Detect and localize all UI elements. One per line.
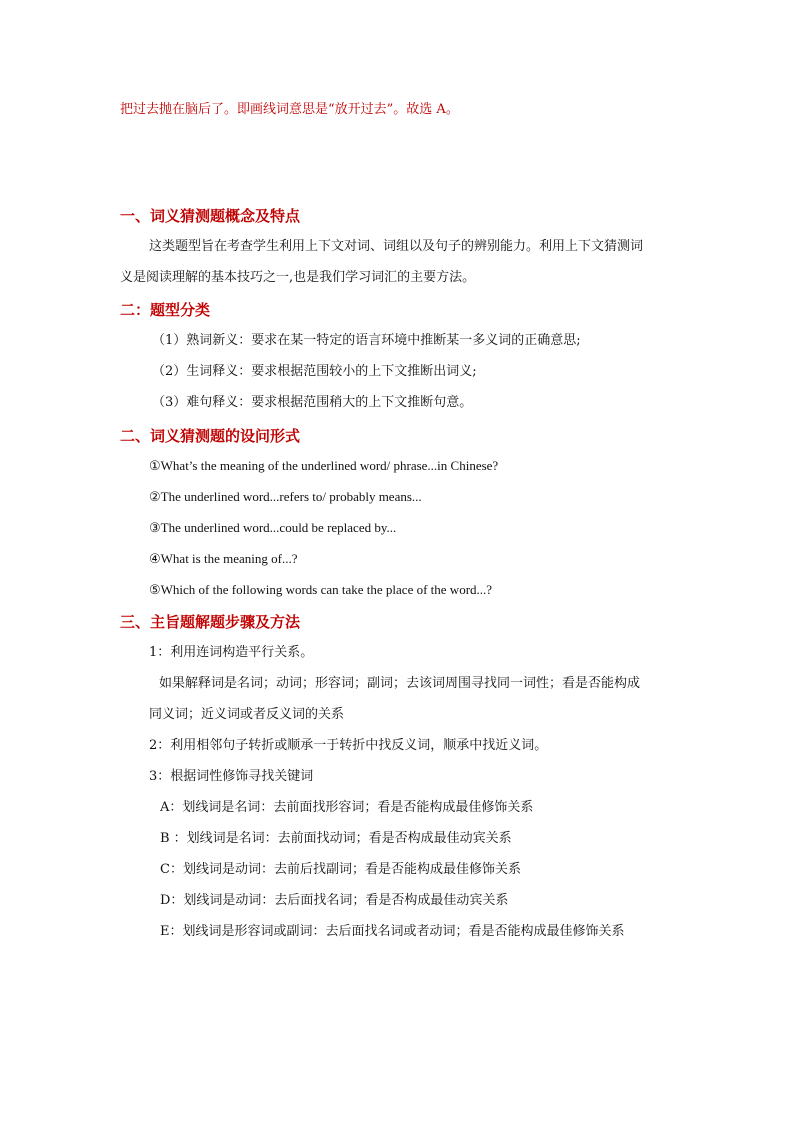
- section-heading-concept: 一、词义猜测题概念及特点: [120, 207, 301, 225]
- question-form-item: ③The underlined word...could be replaced by...: [149, 520, 397, 535]
- rule-item: B ：划线词是名词：去前面找动词；看是否构成最佳动宾关系: [160, 831, 512, 846]
- question-form-item: ⑤Which of the following words can take the place of the word...?: [149, 582, 493, 597]
- rule-item: D：划线词是动词：去后面找名词；看是否构成最佳动宾关系: [160, 893, 509, 908]
- type-item: （1）熟词新义：要求在某一特定的语言环境中推断某一多义词的正确意思;: [152, 333, 581, 348]
- question-form-item: ④What is the meaning of...?: [149, 551, 298, 566]
- concept-paragraph-line-2: 义是阅读理解的基本技巧之一,也是我们学习词汇的主要方法。: [120, 270, 476, 285]
- section-heading-question-forms: 二、词义猜测题的设问形式: [120, 427, 301, 445]
- step-1: 1：利用连词构造平行关系。: [149, 645, 314, 660]
- question-form-item: ①What’s the meaning of the underlined word/ phrase...in Chinese?: [149, 458, 499, 473]
- step-1-detail-line-2: 同义词；近义词或者反义词的关系: [149, 707, 345, 722]
- section-heading-types: 二：题型分类: [120, 301, 211, 319]
- step-3: 3：根据词性修饰寻找关键词: [149, 769, 314, 784]
- step-1-detail-line-1: 如果解释词是名词；动词；形容词；副词；去该词周围寻找同一词性；看是否能构成: [159, 676, 641, 691]
- rule-item: E：划线词是形容词或副词：去后面找名词或者动词；看是否能构成最佳修饰关系: [160, 924, 625, 939]
- type-item: （2）生词释义：要求根据范围较小的上下文推断出词义;: [152, 364, 477, 379]
- type-item: （3）难句释义：要求根据范围稍大的上下文推断句意。: [152, 395, 473, 410]
- rule-item: C：划线词是动词：去前后找副词；看是否能构成最佳修饰关系: [160, 862, 521, 877]
- section-heading-steps: 三、主旨题解题步骤及方法: [120, 613, 301, 631]
- rule-item: A：划线词是名词：去前面找形容词；看是否能构成最佳修饰关系: [160, 800, 534, 815]
- step-2: 2：利用相邻句子转折或顺承一于转折中找反义词，顺承中找近义词。: [149, 738, 548, 753]
- intro-line: 把过去抛在脑后了。即画线词意思是“放开过去”。故选 A。: [120, 102, 459, 117]
- question-form-item: ②The underlined word...refers to/ probably means...: [149, 489, 422, 504]
- concept-paragraph-line-1: 这类题型旨在考查学生利用上下文对词、词组以及句子的辨别能力。利用上下文猜测词: [149, 239, 644, 254]
